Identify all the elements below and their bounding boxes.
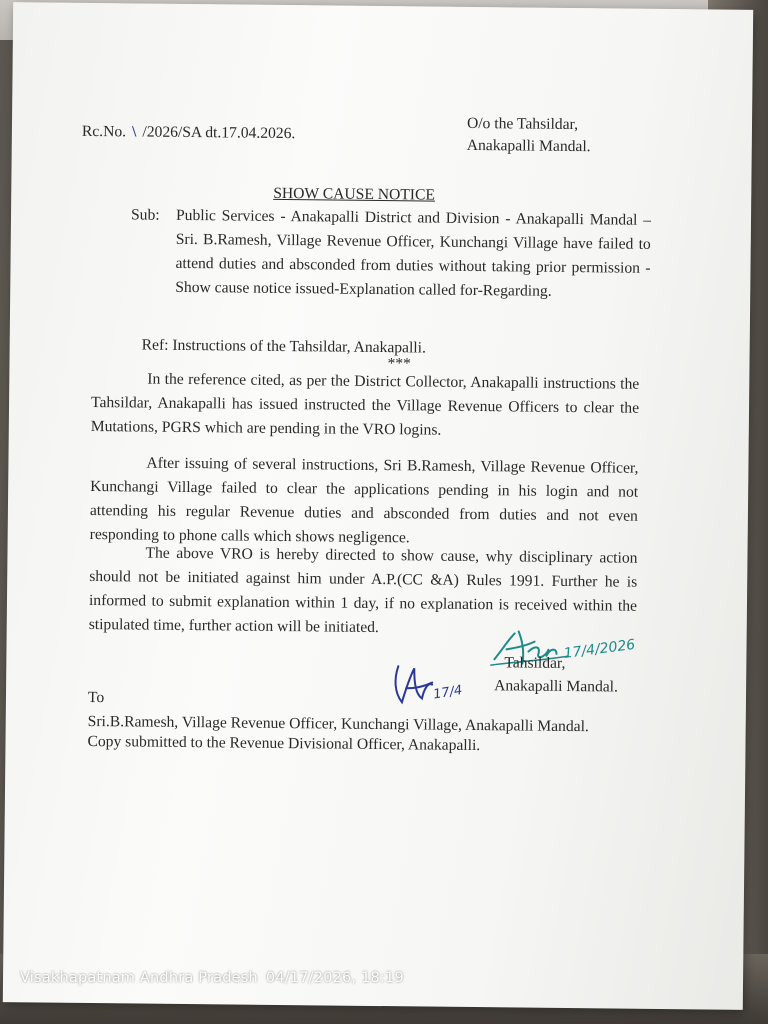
reference-number (82, 123, 296, 143)
office-line-1: O/o the Tahsildar, (466, 114, 579, 134)
reference-suffix: /2026/SA dt.17.04.2026. (142, 123, 296, 143)
subject-text: Public Services - Anakapalli District and Division - Anakapalli Mandal – Sri. B.Ramesh, Village Revenue Officer, Kunchangi Village have failed to attend duties and absconded from duties without taking prior permission - Show cause notice issued-Explanation called for-Regarding. (175, 206, 652, 300)
addressee: Sri.B.Ramesh, Village Revenue Officer, Kunchangi Village, Anakapalli Mandal. (87, 712, 589, 736)
subject-label: Sub: (130, 206, 160, 224)
paragraph-1: In the reference cited, as per the District Collector, Anakapalli instructions the Tahsildar, Anakapalli has issued instructed the Village Revenue Officers to clear the Mutations, PGRS which are pending in the VRO logins. (90, 370, 640, 439)
stamp-location: Visakhapatnam Andhra Pradesh (20, 970, 258, 986)
stamp-datetime: 04/17/2026, 18:19 (265, 970, 404, 986)
copy-to: Copy submitted to the Revenue Divisional Officer, Anakapalli. (87, 732, 481, 755)
office-line-2: Anakapalli Mandal. (466, 136, 591, 156)
photo-stamp (20, 970, 412, 986)
paragraph-2: After issuing of several instructions, Sri B.Ramesh, Village Revenue Officer, Kunchangi Village failed to clear the applications pending in his login and not attending his regular Revenue duties and absconded from duties and not even responding to phone calls which shows negligence. (89, 454, 639, 547)
signature-date: 17/4/2026 (562, 636, 637, 662)
signatory-office: Anakapalli Mandal. (494, 677, 619, 696)
to-label: To (87, 688, 105, 707)
notice-paper (3, 2, 753, 1010)
reference-prefix: Rc.No. (81, 122, 127, 141)
reference-handwritten-mark: \ (132, 123, 137, 141)
initial-note: 17/4 (432, 682, 464, 703)
reference-line: Ref: Instructions of the Tahsildar, Anakapalli. (141, 336, 426, 357)
notice-title: SHOW CAUSE NOTICE (273, 184, 436, 204)
paragraph-3: The above VRO is hereby directed to show cause, why disciplinary action should not be initiated against him under A.P.(CC &A) Rules 1991. Further he is informed to submit explanation within 1 day, if no explanation is received within the stipulated time, further action will be initiated. (88, 544, 638, 637)
separator-stars: *** (387, 355, 411, 373)
signatory-designation: Tahsildar, (504, 654, 566, 672)
subject-block (130, 203, 651, 304)
